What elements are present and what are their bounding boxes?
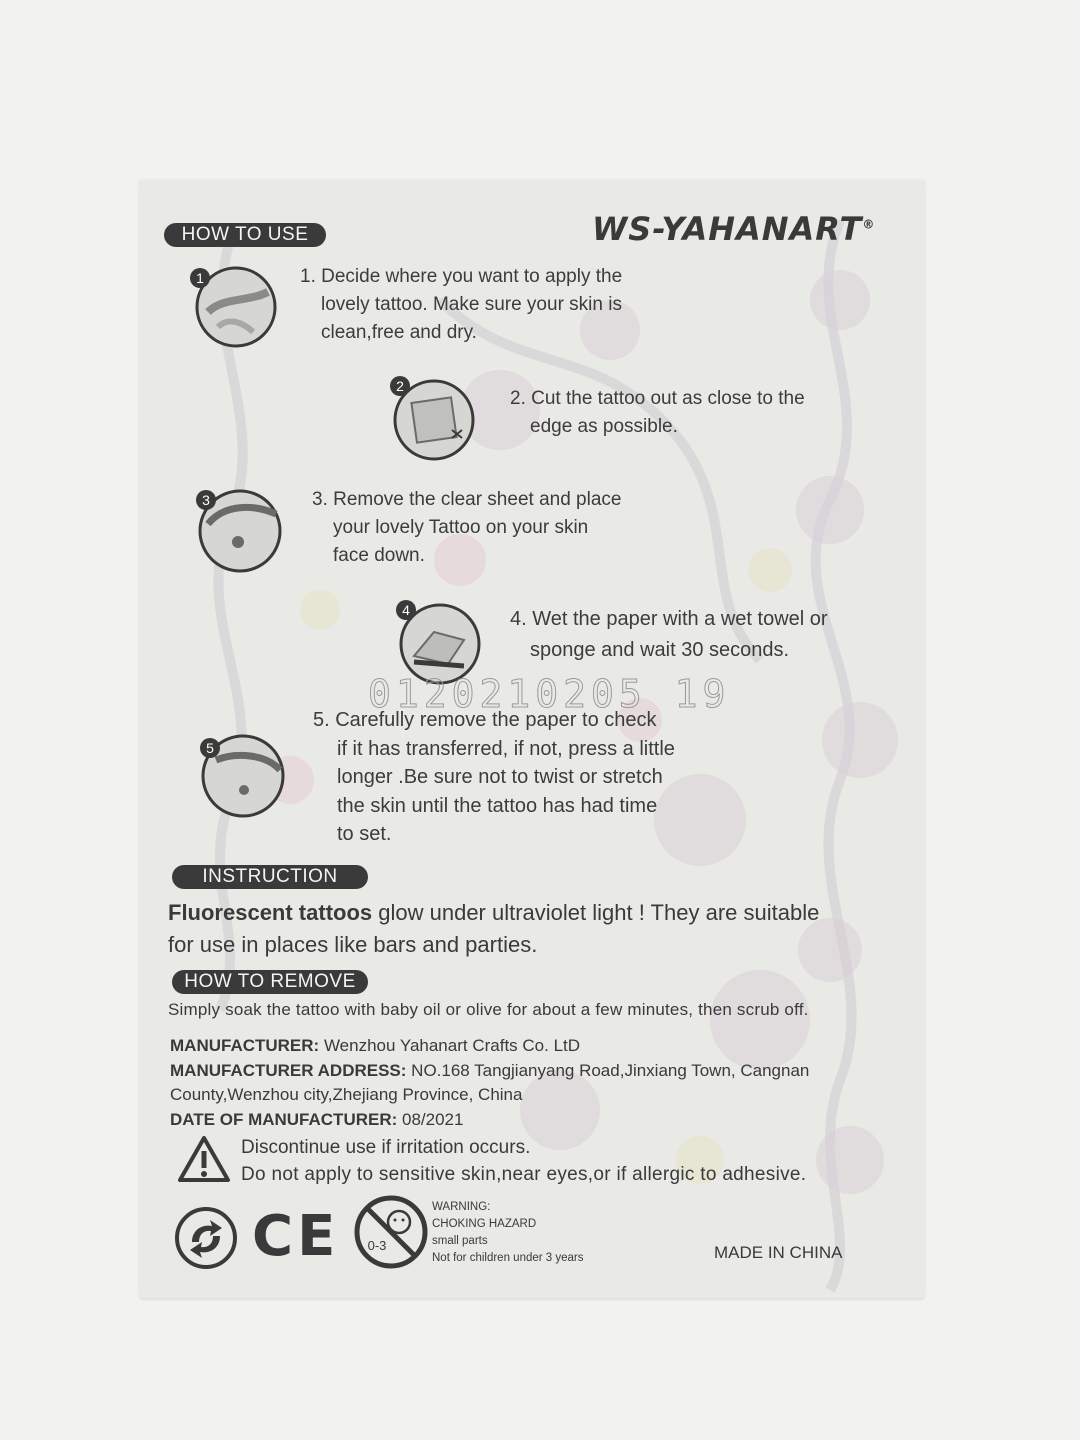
manufacturer-info: MANUFACTURER: Wenzhou Yahanart Crafts Co. LtD MANUFACTURER ADDRESS: NO.168 Tangjianyang Road,Jinxiang Town, Cangnan County,Wenzhou city,Zhejiang Province, China DATE OF MANUFACTURER: 08/2021 bbox=[170, 1036, 810, 1129]
step-1-illustration-icon bbox=[188, 262, 280, 352]
instruction-card bbox=[140, 180, 924, 1298]
ce-mark: CE bbox=[252, 1204, 340, 1269]
made-in-label: MADE IN CHINA bbox=[714, 1243, 843, 1262]
step-3-text: 3. Remove the clear sheet and place your lovely Tattoo on your skin face down. bbox=[312, 489, 622, 566]
warning-text: Discontinue use if irritation occurs. Do not apply to sensitive skin,near eyes,or if allergic to adhesive. bbox=[241, 1137, 807, 1185]
step-2-illustration-icon bbox=[388, 372, 480, 462]
svg-text:1: 1 bbox=[196, 270, 204, 286]
instruction-text: Fluorescent tattoos glow under ultraviolet light ! They are suitable for use in places like bars and parties. bbox=[168, 900, 820, 957]
step-5-illustration-icon bbox=[196, 730, 290, 822]
step-4-text: 4. Wet the paper with a wet towel or sponge and wait 30 seconds. bbox=[510, 608, 828, 661]
how-to-use-label: HOW TO USE bbox=[164, 223, 326, 247]
how-to-remove-label: HOW TO REMOVE bbox=[172, 970, 368, 994]
warning-triangle-icon bbox=[176, 1134, 232, 1184]
choking-hazard-icon bbox=[353, 1194, 429, 1270]
choking-warning-text: WARNING: CHOKING HAZARD small parts Not for children under 3 years bbox=[432, 1201, 584, 1264]
batch-serial-number: 0120210205 19 bbox=[368, 672, 731, 716]
svg-text:4: 4 bbox=[402, 602, 410, 618]
svg-text:3: 3 bbox=[202, 492, 210, 508]
svg-text:5: 5 bbox=[206, 740, 214, 756]
step-3-illustration-icon bbox=[194, 484, 286, 576]
brand-logo: WS-YAHANART® bbox=[592, 210, 876, 248]
remove-instructions: Simply soak the tattoo with baby oil or olive for about a few minutes, then scrub off. bbox=[168, 1000, 809, 1019]
svg-text:2: 2 bbox=[396, 378, 404, 394]
recycle-icon bbox=[174, 1206, 238, 1270]
step-2-text: 2. Cut the tattoo out as close to the edge as possible. bbox=[510, 388, 805, 437]
step-1-text: 1. Decide where you want to apply the lovely tattoo. Make sure your skin is clean,free and dry. bbox=[300, 266, 623, 343]
instruction-label: INSTRUCTION bbox=[172, 865, 368, 889]
svg-text:0-3: 0-3 bbox=[367, 1238, 387, 1253]
step-5-text: 5. Carefully remove the paper to check if it has transferred, if not, press a little longer .Be sure not to twist or stretch the skin until the tattoo has had time to set. bbox=[313, 709, 675, 846]
